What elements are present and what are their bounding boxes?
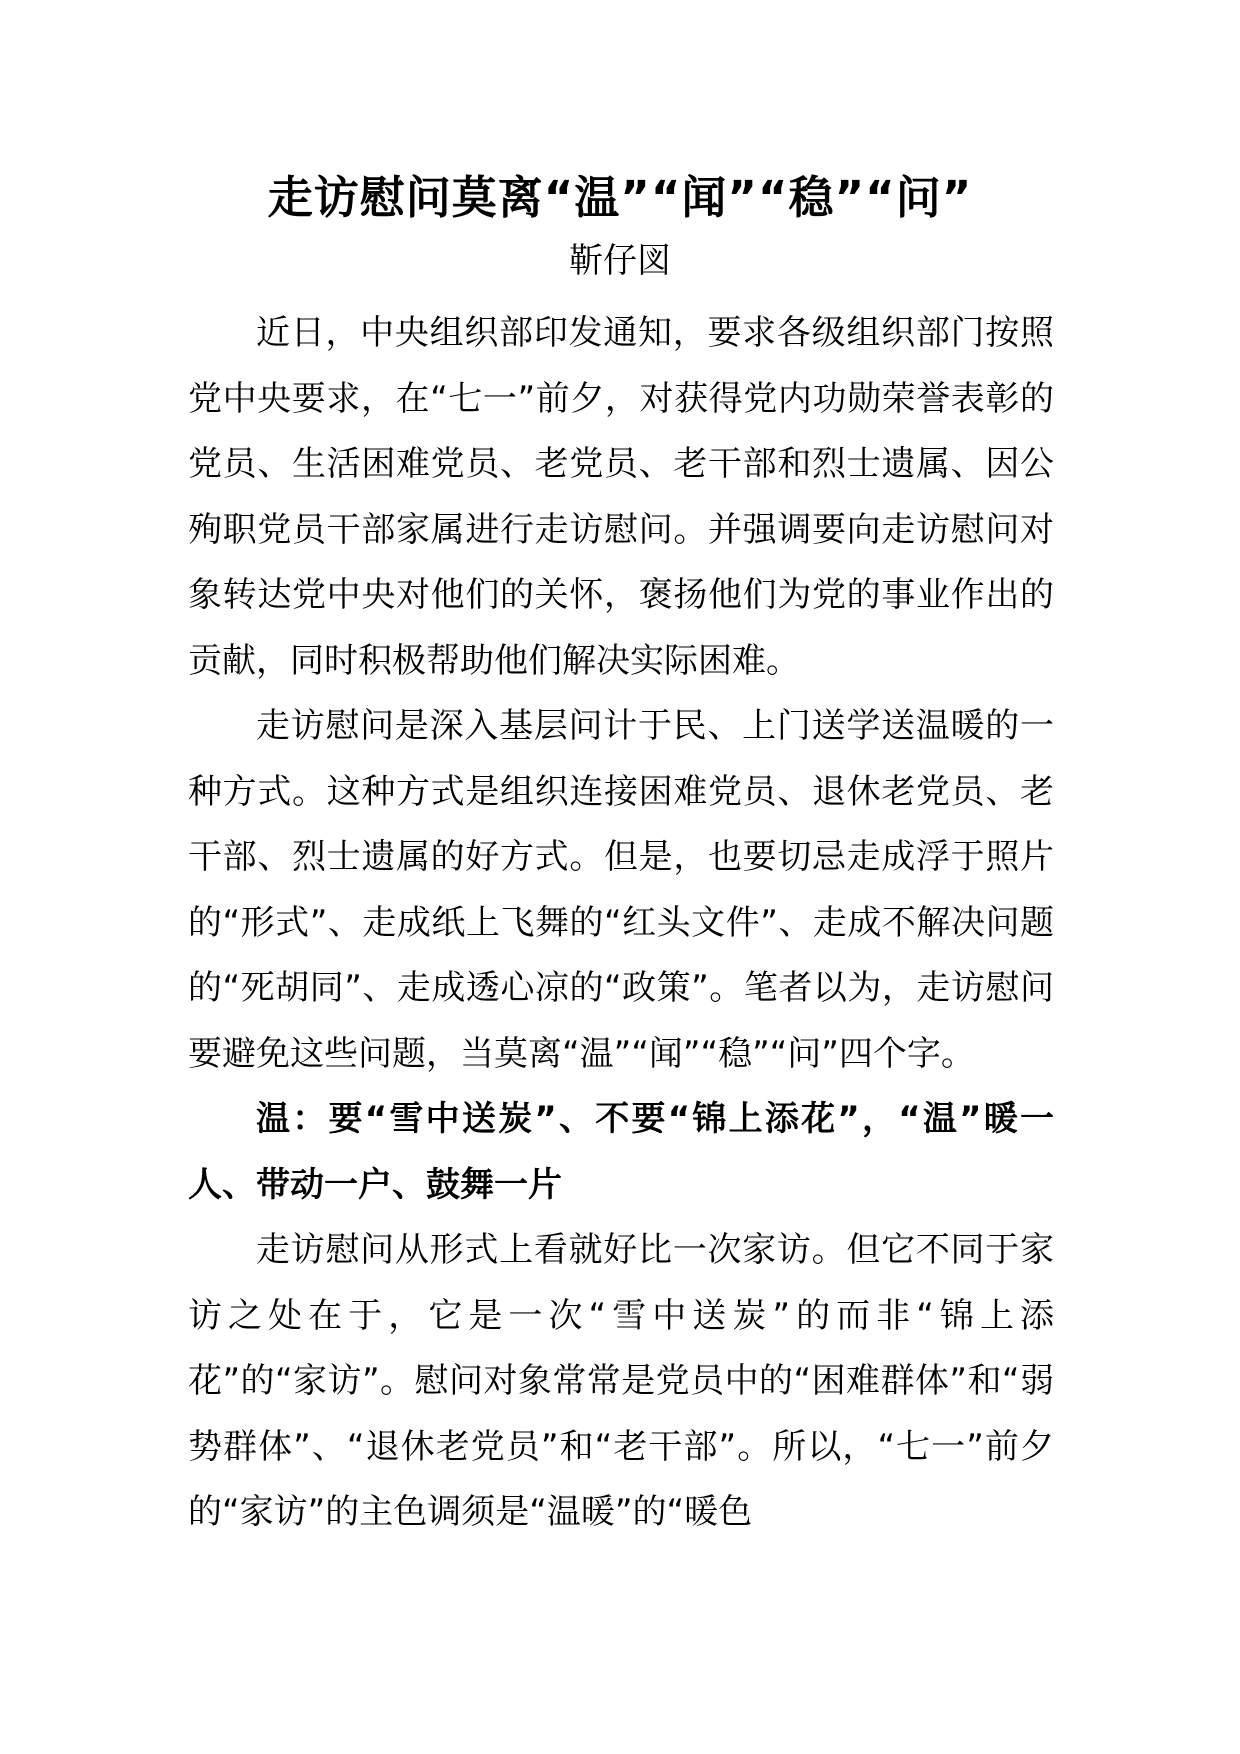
section-heading: 温：要“雪中送炭”、不要“锦上添花”，“温”暖一人、带动一户、鼓舞一片 xyxy=(188,1099,1054,1205)
document-author: 靳仔図 xyxy=(569,241,671,281)
body-paragraph: 近日，中央组织部印发通知，要求各级组织部门按照党中央要求，在“七一”前夕，对获得党内功勋荣誉表彰的党员、生活困难党员、老党员、老干部和烈士遗属、因公殉职党员干部家属进行走访慰问。并强调要向走访慰问对象转达党中央对他们的关怀，褒扬他们为党的事业作出的贡献，同时积极帮助他们解决实际困难。 xyxy=(188,313,1054,681)
document-body xyxy=(188,301,1054,1546)
document-title: 走访慰问莫离“温”“闻”“稳”“问” xyxy=(267,171,973,224)
body-paragraph: 走访慰问从形式上看就好比一次家访。但它不同于家访之处在于，它是一次“雪中送炭”的而非“锦上添花”的“家访”。慰问对象常常是党员中的“困难群体”和“弱势群体”、“退休老党员”和“老干部”。所以，“七一”前夕的“家访”的主色调须是“温暖”的“暖色 xyxy=(188,1230,1054,1532)
body-paragraph: 走访慰问是深入基层问计于民、上门送学送温暖的一种方式。这种方式是组织连接困难党员、退休老党员、老干部、烈士遗属的好方式。但是，也要切忌走成浮于照片的“形式”、走成纸上飞舞的“红头文件”、走成不解决问题的“死胡同”、走成透心凉的“政策”。笔者以为，走访慰问要避免这些问题，当莫离“温”“闻”“稳”“问”四个字。 xyxy=(188,706,1054,1074)
